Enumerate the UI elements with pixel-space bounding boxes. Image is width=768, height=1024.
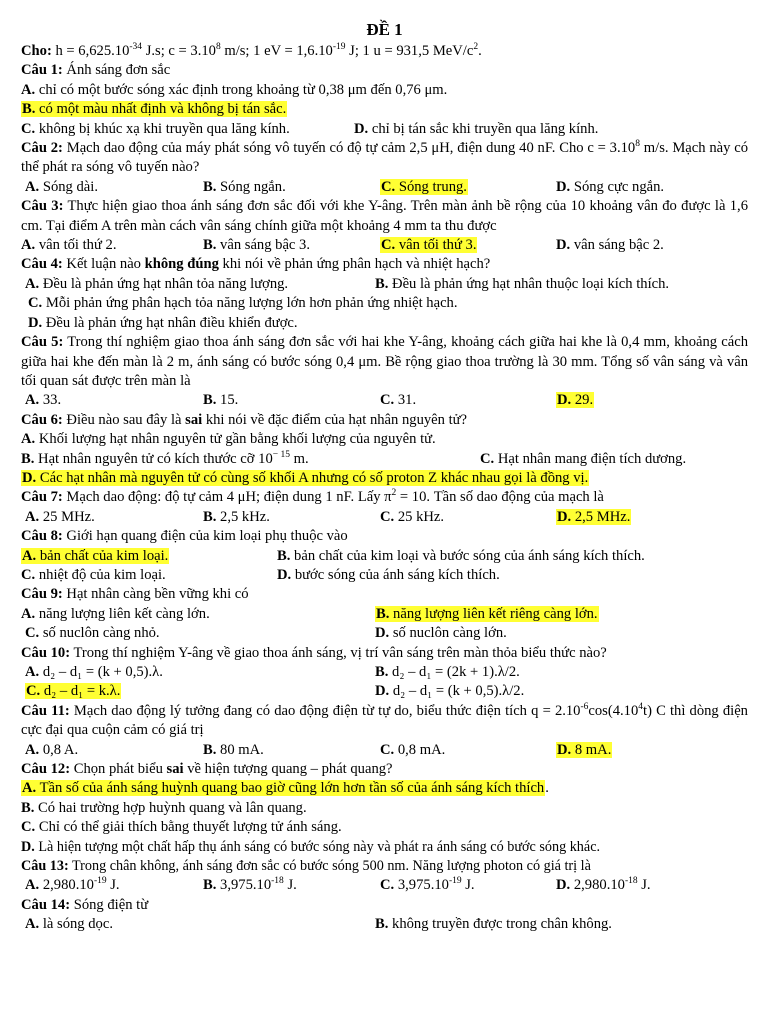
question-1-stem: Câu 1: Ánh sáng đơn sắc	[21, 62, 171, 79]
q9-options-ab	[21, 605, 748, 624]
q8-option-b: B. bản chất của kim loại và bước sóng của ánh sáng kích thích.	[277, 547, 645, 564]
q1-option-a: A. chỉ có một bước sóng xác định trong khoảng từ 0,38 μm đến 0,76 μm.	[21, 81, 448, 98]
q13-options	[21, 876, 748, 895]
q10-options-ab	[21, 663, 748, 682]
answer-highlight: D. 29.	[557, 392, 594, 409]
question-8-stem: Câu 8: Giới hạn quang điện của kim loại phụ thuộc vào	[21, 528, 348, 545]
q9-option-c: C. số nuclôn càng nhỏ.	[25, 625, 160, 642]
question-11-stem: Câu 11: Mạch dao động lý tưởng đang có dao động điện từ tự do, biểu thức điện tích $q = 2.10^{-6}\cos(4.10^4t)$ C thì dòng điện cực đại qua cuộn cảm có giá trị	[21, 701, 748, 739]
q2-option-d: D. Sóng cực ngắn.	[556, 178, 665, 195]
q1-option-c: C. không bị khúc xạ khi truyền qua lăng kính.	[21, 120, 290, 137]
question-9	[21, 585, 748, 643]
q2-option-a: A. Sóng dài.	[25, 178, 98, 195]
question-8	[21, 527, 748, 585]
q8-options-ab	[21, 547, 748, 566]
answer-highlight: D. 2,5 MHz.	[557, 508, 631, 525]
answer-highlight: C. Sóng trung.	[381, 178, 467, 195]
q3-option-d: D. vân sáng bậc 2.	[556, 237, 664, 254]
question-6-stem: Câu 6: Điều nào sau đây là sai khi nói về đặc điểm của hạt nhân nguyên tử?	[21, 411, 468, 428]
q10-option-a: A. d₂ – d₁ = (k + 0,5).λ.	[25, 664, 163, 680]
question-3	[21, 197, 748, 255]
q1-option-d: D. chỉ bị tán sắc khi truyền qua lăng kính.	[354, 120, 599, 137]
q8-option-d: D. bước sóng của ánh sáng kích thích.	[277, 566, 500, 583]
q4-option-d: D. Đều là phản ứng hạt nhân điều khiển được.	[28, 314, 298, 331]
q1-options-cd	[21, 120, 748, 139]
q11-option-c: C. 0,8 mA.	[380, 741, 446, 758]
question-7	[21, 488, 748, 527]
q12-option-c: C. Chỉ có thể giải thích bằng thuyết lượng tử ánh sáng.	[21, 819, 342, 836]
q3-option-c	[376, 236, 552, 255]
question-11	[21, 702, 748, 760]
q8-option-a	[21, 547, 277, 566]
exam-title: ĐỀ 1	[366, 20, 403, 39]
q12-option-b: B. Có hai trường hợp huỳnh quang và lân quang.	[21, 799, 307, 816]
q12-option-a: A. Tần số của ánh sáng huỳnh quang bao giờ cũng lớn hơn tần số của ánh sáng kích thích.	[22, 780, 549, 797]
q2-option-b: B. Sóng ngắn.	[203, 178, 286, 195]
q3-option-b: B. vân sáng bậc 3.	[203, 237, 311, 254]
q13-option-a: A. $2,980.10^{-19}$ J.	[25, 876, 120, 894]
q7-option-b: B. 2,5 kHz.	[203, 508, 270, 525]
question-2-stem: Câu 2: Mạch dao động của máy phát sóng vô tuyến có độ tự cảm 2,5 μH, điện dung 40 nF. Cho $c = 3.10^8$ m/s. Mạch này có thể phát ra sóng vô tuyến nào?	[21, 139, 749, 176]
question-4-stem: Câu 4: Kết luận nào không đúng khi nói về phản ứng phân hạch và nhiệt hạch?	[21, 256, 491, 273]
question-9-stem: Câu 9: Hạt nhân càng bền vững khi có	[21, 586, 249, 603]
q5-options	[21, 391, 748, 410]
q13-option-c: C. $3,975.10^{-19}$ J.	[380, 876, 475, 894]
q6-option-c: C. Hạt nhân mang điện tích dương.	[480, 450, 687, 467]
q13-option-d: D. $2,980.10^{-18}$ J.	[556, 876, 651, 894]
q9-options-cd	[21, 624, 748, 643]
answer-highlight: C. d₂ – d₁ = k.λ.	[26, 683, 121, 700]
question-7-stem: Câu 7: Mạch dao động: độ tự cảm 4 μH; điện dung 1 nF. Lấy $\pi^2 = 10$. Tần số dao động của mạch là	[21, 488, 604, 506]
q11-option-d	[556, 741, 748, 760]
question-13-stem: Câu 13: Trong chân không, ánh sáng đơn sắc có bước sóng 500 nm. Năng lượng photon có giá trị là	[21, 858, 591, 875]
q9-option-a: A. năng lượng liên kết càng lớn.	[21, 605, 210, 622]
q6-option-b: B. Hạt nhân nguyên tử có kích thước cỡ $10^{- 15}$ m.	[21, 449, 309, 467]
q8-option-c: C. nhiệt độ của kim loại.	[21, 566, 166, 583]
q5-option-a: A. 33.	[25, 392, 62, 409]
answer-highlight: D. 8 mA.	[557, 741, 612, 758]
answer-highlight: A. Tần số của ánh sáng huỳnh quang bao giờ cũng lớn hơn tần số của ánh sáng kích thích	[22, 780, 545, 797]
q4-options-ab	[21, 275, 748, 294]
q14-option-b: B. không truyền được trong chân không.	[375, 916, 612, 933]
q11-options	[21, 741, 748, 760]
question-4	[21, 255, 748, 333]
q10-option-d: D. d₂ – d₁ = (k + 0,5).λ/2.	[375, 683, 525, 700]
q11-option-b: B. 80 mA.	[203, 741, 264, 758]
q3-options	[21, 236, 748, 255]
q10-option-b: B. d₂ – d₁ = (2k + 1).λ/2.	[375, 664, 520, 680]
q12-option-d: D. Là hiện tượng một chất hấp thụ ánh sáng có bước sóng này và phát ra ánh sáng có bước sóng khác.	[21, 838, 601, 855]
q9-option-d: D. số nuclôn càng lớn.	[375, 625, 507, 642]
q2-options	[21, 178, 748, 197]
question-6	[21, 411, 748, 489]
q7-option-c: C. 25 kHz.	[380, 508, 445, 525]
q14-option-a: A. là sóng dọc.	[25, 916, 113, 933]
q14-options-ab	[21, 915, 748, 934]
q7-option-a: A. 25 MHz.	[25, 508, 95, 525]
answer-highlight: A. bản chất của kim loại.	[22, 547, 169, 564]
q6-option-a: A. Khối lượng hạt nhân nguyên tử gần bằng khối lượng của nguyên tử.	[21, 431, 436, 448]
question-10-stem: Câu 10: Trong thí nghiệm Y-âng về giao thoa ánh sáng, vị trí vân sáng trên màn thỏa biểu thức nào?	[21, 644, 607, 661]
question-1	[21, 61, 748, 139]
q13-option-b: B. $3,975.10^{-18}$ J.	[203, 876, 297, 894]
q9-option-b	[375, 605, 748, 624]
q4-option-b: B. Đều là phản ứng hạt nhân thuộc loại kích thích.	[375, 275, 670, 292]
question-3-stem: Câu 3: Thực hiện giao thoa ánh sáng đơn sắc đối với khe Y-âng. Trên màn ảnh bề rộng của 10 khoảng vân đo được là 1,6 cm. Tại điểm A trên màn cách vân sáng chính giữa một khoảng 4 mm ta thu được	[21, 198, 748, 234]
q5-option-b: B. 15.	[203, 392, 239, 409]
question-5-stem: Câu 5: Trong thí nghiệm giao thoa ánh sáng đơn sắc với hai khe Y-âng, khoảng cách giữa hai khe là 0,4 mm, khoảng cách giữa hai khe đến màn là 2 m, ánh sáng có bước sóng 0,4 μm. Bề rộng giao thoa trường là 30 mm. Tổng số vân sáng và vân tối quan sát được trên màn là	[21, 334, 748, 389]
answer-highlight: C. vân tối thứ 3.	[381, 237, 477, 254]
q6-option-d	[21, 469, 748, 488]
q5-option-d	[556, 391, 748, 410]
q4-option-c: C. Mỗi phản ứng phân hạch tỏa năng lượng lớn hơn phản ứng nhiệt hạch.	[28, 295, 458, 312]
q4-option-a: A. Đều là phản ứng hạt nhân tỏa năng lượng.	[25, 275, 289, 292]
q7-options	[21, 508, 748, 527]
question-14-stem: Câu 14: Sóng điện từ	[21, 896, 149, 913]
question-12-stem: Câu 12: Chọn phát biểu sai về hiện tượng quang – phát quang?	[21, 761, 393, 778]
q10-option-c	[25, 682, 375, 701]
q8-options-cd	[21, 566, 748, 585]
question-13	[21, 857, 748, 896]
q10-options-cd	[21, 682, 748, 701]
q6-options-bc	[21, 450, 748, 469]
question-12	[21, 760, 748, 857]
answer-highlight: B. có một màu nhất định và không bị tán sắc.	[22, 101, 287, 118]
question-14	[21, 896, 748, 935]
answer-highlight: D. Các hạt nhân mà nguyên tử có cùng số khối A nhưng có số proton Z khác nhau gọi là đồng vị.	[22, 469, 589, 486]
q5-option-c: C. 31.	[380, 392, 417, 409]
question-2	[21, 139, 748, 197]
q2-option-c	[380, 178, 556, 197]
q1-option-b	[21, 100, 748, 119]
question-5	[21, 333, 748, 411]
constants-line: Cho: $h = 6,625.10^{-34}$ J.s; $c = 3.10^8$ m/s; 1 eV = $1,6.10^{-19}$ J; 1 u = 931,5 MeV/$c^2$.	[21, 42, 482, 59]
answer-highlight: B. năng lượng liên kết riêng càng lớn.	[376, 605, 598, 622]
q11-option-a: A. 0,8 A.	[25, 741, 79, 758]
question-10	[21, 644, 748, 702]
q3-option-a: A. vân tối thứ 2.	[21, 237, 117, 254]
q7-option-d	[556, 508, 748, 527]
